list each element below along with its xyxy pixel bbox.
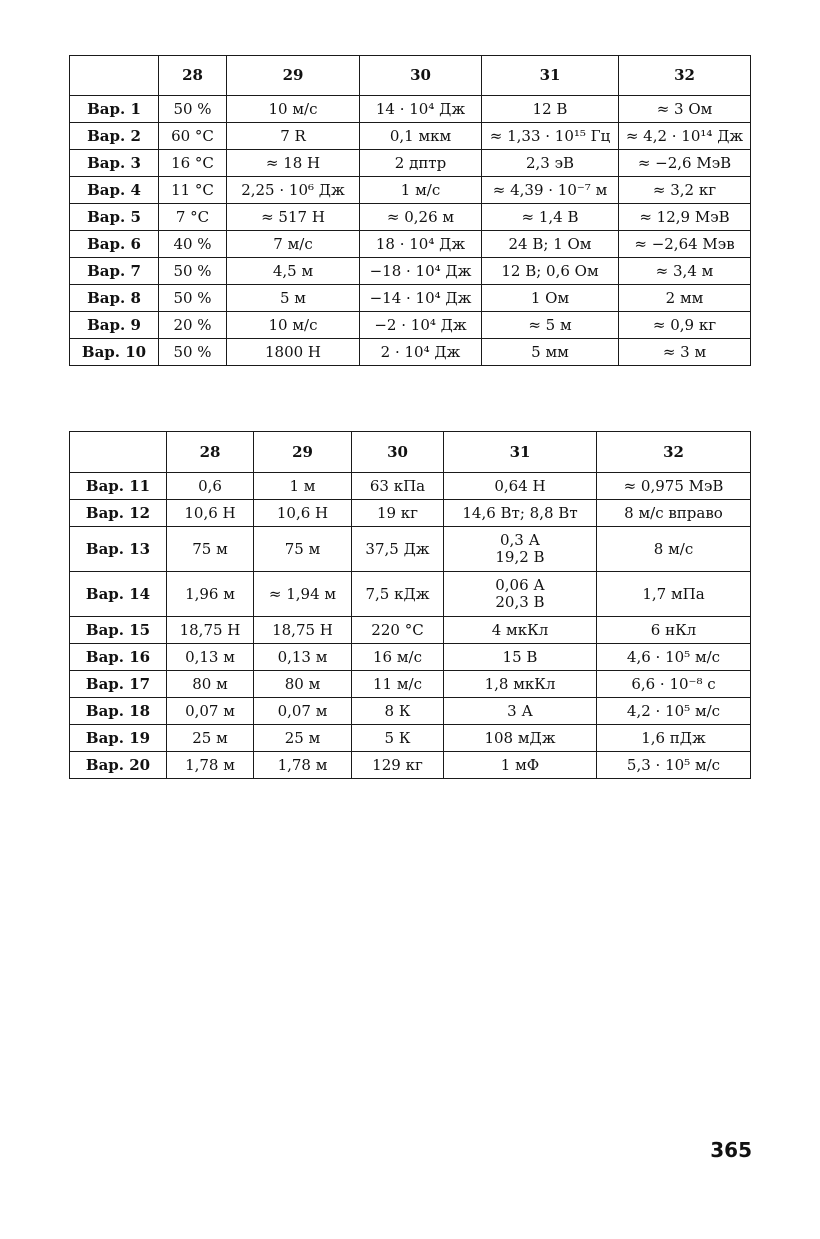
answer-31-line-2: 19,2 В [495, 548, 545, 566]
answer-30: 1 м/с [360, 177, 482, 204]
table-row [70, 473, 751, 500]
answer-29: ≈ 18 Н [227, 150, 360, 177]
answer-32: ≈ 0,9 кг [619, 312, 751, 339]
answer-29: ≈ 1,94 м [254, 572, 352, 617]
answer-32: ≈ −2,64 Мэв [619, 231, 751, 258]
answer-32: ≈ 3,2 кг [619, 177, 751, 204]
answer-28: 16 °C [159, 150, 227, 177]
header-task-28: 28 [159, 56, 227, 96]
answer-28: 1,96 м [167, 572, 254, 617]
answer-30: 0,1 мкм [360, 123, 482, 150]
answer-32: 4,6 · 10⁵ м/с [597, 644, 751, 671]
answer-29: 2,25 · 10⁶ Дж [227, 177, 360, 204]
answer-29: 7 м/с [227, 231, 360, 258]
table-header-row [70, 56, 751, 96]
answer-32: 8 м/с [597, 527, 751, 572]
answer-28: 25 м [167, 725, 254, 752]
table-row [70, 258, 751, 285]
table-row [70, 231, 751, 258]
answer-29: 25 м [254, 725, 352, 752]
header-task-29: 29 [254, 432, 352, 473]
answer-30: 18 · 10⁴ Дж [360, 231, 482, 258]
answer-31 [444, 572, 597, 617]
table-row [70, 500, 751, 527]
answer-28: 50 % [159, 339, 227, 366]
table-header-row [70, 432, 751, 473]
answer-28: 50 % [159, 96, 227, 123]
table-row [70, 339, 751, 366]
header-task-29: 29 [227, 56, 360, 96]
header-task-32: 32 [619, 56, 751, 96]
answer-31: 1 Ом [482, 285, 619, 312]
answer-31: 12 В [482, 96, 619, 123]
header-corner [70, 432, 167, 473]
table-row [70, 617, 751, 644]
answer-28: 40 % [159, 231, 227, 258]
answer-30: 2 · 10⁴ Дж [360, 339, 482, 366]
answer-29: 0,07 м [254, 698, 352, 725]
answer-29: 80 м [254, 671, 352, 698]
table-row [70, 123, 751, 150]
answer-31-line-2: 20,3 В [495, 593, 545, 611]
page-number: 365 [710, 1138, 752, 1162]
answer-30: −18 · 10⁴ Дж [360, 258, 482, 285]
answer-29: 4,5 м [227, 258, 360, 285]
answer-28: 0,13 м [167, 644, 254, 671]
variant-label: Вар. 13 [70, 527, 167, 572]
answer-28: 1,78 м [167, 752, 254, 779]
variant-label: Вар. 9 [70, 312, 159, 339]
answer-31 [444, 527, 597, 572]
answer-32: 6,6 · 10⁻⁸ с [597, 671, 751, 698]
table-row [70, 285, 751, 312]
answer-31: 1 мФ [444, 752, 597, 779]
answer-29: 75 м [254, 527, 352, 572]
answer-32: ≈ 4,2 · 10¹⁴ Дж [619, 123, 751, 150]
answer-28: 10,6 Н [167, 500, 254, 527]
variant-label: Вар. 17 [70, 671, 167, 698]
answer-30: 19 кг [352, 500, 444, 527]
answer-32: ≈ −2,6 МэВ [619, 150, 751, 177]
answer-31: ≈ 1,33 · 10¹⁵ Гц [482, 123, 619, 150]
answer-32: 8 м/с вправо [597, 500, 751, 527]
answer-31: 24 В; 1 Ом [482, 231, 619, 258]
answer-30: 129 кг [352, 752, 444, 779]
header-task-32: 32 [597, 432, 751, 473]
header-corner [70, 56, 159, 96]
answer-29: 0,13 м [254, 644, 352, 671]
answer-31: ≈ 4,39 · 10⁻⁷ м [482, 177, 619, 204]
answer-32: ≈ 3 Ом [619, 96, 751, 123]
answer-32: ≈ 0,975 МэВ [597, 473, 751, 500]
answer-31: ≈ 5 м [482, 312, 619, 339]
answer-31-line-1: 0,06 А [495, 576, 545, 594]
answer-29: 10 м/с [227, 96, 360, 123]
answer-30: 11 м/с [352, 671, 444, 698]
header-task-30: 30 [352, 432, 444, 473]
answer-32: 2 мм [619, 285, 751, 312]
answer-30: 14 · 10⁴ Дж [360, 96, 482, 123]
answer-32: 4,2 · 10⁵ м/с [597, 698, 751, 725]
variant-label: Вар. 8 [70, 285, 159, 312]
answer-31: 14,6 Вт; 8,8 Вт [444, 500, 597, 527]
variant-label: Вар. 3 [70, 150, 159, 177]
variant-label: Вар. 10 [70, 339, 159, 366]
table-row [70, 698, 751, 725]
variant-label: Вар. 4 [70, 177, 159, 204]
answers-table-1 [69, 55, 751, 366]
answer-31: 3 А [444, 698, 597, 725]
table-row [70, 177, 751, 204]
answer-32: ≈ 12,9 МэВ [619, 204, 751, 231]
header-task-31: 31 [444, 432, 597, 473]
answers-table-2 [69, 431, 751, 779]
answer-29: 1800 Н [227, 339, 360, 366]
answer-28: 0,07 м [167, 698, 254, 725]
answer-31: 2,3 эВ [482, 150, 619, 177]
answer-28: 11 °C [159, 177, 227, 204]
answer-30: ≈ 0,26 м [360, 204, 482, 231]
answer-32: 1,7 мПа [597, 572, 751, 617]
answer-28: 50 % [159, 285, 227, 312]
variant-label: Вар. 19 [70, 725, 167, 752]
answer-28: 50 % [159, 258, 227, 285]
answer-30: 5 К [352, 725, 444, 752]
answer-30: 2 дптр [360, 150, 482, 177]
table-row [70, 527, 751, 572]
answer-28: 18,75 Н [167, 617, 254, 644]
table-row [70, 725, 751, 752]
answer-29: ≈ 517 Н [227, 204, 360, 231]
answer-29: 1 м [254, 473, 352, 500]
answer-31: 5 мм [482, 339, 619, 366]
answer-31: 108 мДж [444, 725, 597, 752]
answer-32: ≈ 3 м [619, 339, 751, 366]
answer-29: 10 м/с [227, 312, 360, 339]
table-row [70, 204, 751, 231]
variant-label: Вар. 12 [70, 500, 167, 527]
table-row [70, 312, 751, 339]
answer-29: 1,78 м [254, 752, 352, 779]
header-task-30: 30 [360, 56, 482, 96]
answer-29: 18,75 Н [254, 617, 352, 644]
answer-30: 8 К [352, 698, 444, 725]
answer-31: 1,8 мкКл [444, 671, 597, 698]
header-task-28: 28 [167, 432, 254, 473]
table-row [70, 752, 751, 779]
answer-32: ≈ 3,4 м [619, 258, 751, 285]
answer-30: 7,5 кДж [352, 572, 444, 617]
answer-32: 6 нКл [597, 617, 751, 644]
variant-label: Вар. 18 [70, 698, 167, 725]
variant-label: Вар. 7 [70, 258, 159, 285]
table-row [70, 572, 751, 617]
answer-28: 80 м [167, 671, 254, 698]
variant-label: Вар. 5 [70, 204, 159, 231]
answer-30: −2 · 10⁴ Дж [360, 312, 482, 339]
answer-28: 7 °C [159, 204, 227, 231]
answer-28: 20 % [159, 312, 227, 339]
table-row [70, 644, 751, 671]
answer-31: 4 мкКл [444, 617, 597, 644]
answer-31: 15 В [444, 644, 597, 671]
variant-label: Вар. 6 [70, 231, 159, 258]
variant-label: Вар. 14 [70, 572, 167, 617]
answer-30: 220 °C [352, 617, 444, 644]
answer-30: 37,5 Дж [352, 527, 444, 572]
answer-30: 16 м/с [352, 644, 444, 671]
table-row [70, 150, 751, 177]
variant-label: Вар. 15 [70, 617, 167, 644]
answer-31: 0,64 Н [444, 473, 597, 500]
header-task-31: 31 [482, 56, 619, 96]
table-row [70, 671, 751, 698]
answer-29: 7 R [227, 123, 360, 150]
answer-29: 5 м [227, 285, 360, 312]
answer-28: 0,6 [167, 473, 254, 500]
variant-label: Вар. 2 [70, 123, 159, 150]
variant-label: Вар. 16 [70, 644, 167, 671]
answer-31: ≈ 1,4 В [482, 204, 619, 231]
answer-29: 10,6 Н [254, 500, 352, 527]
answer-28: 75 м [167, 527, 254, 572]
answer-30: −14 · 10⁴ Дж [360, 285, 482, 312]
variant-label: Вар. 1 [70, 96, 159, 123]
answer-31: 12 В; 0,6 Ом [482, 258, 619, 285]
variant-label: Вар. 20 [70, 752, 167, 779]
table-row [70, 96, 751, 123]
answer-32: 1,6 пДж [597, 725, 751, 752]
variant-label: Вар. 11 [70, 473, 167, 500]
answer-31-line-1: 0,3 А [500, 531, 540, 549]
answer-28: 60 °C [159, 123, 227, 150]
answer-32: 5,3 · 10⁵ м/с [597, 752, 751, 779]
answer-30: 63 кПа [352, 473, 444, 500]
